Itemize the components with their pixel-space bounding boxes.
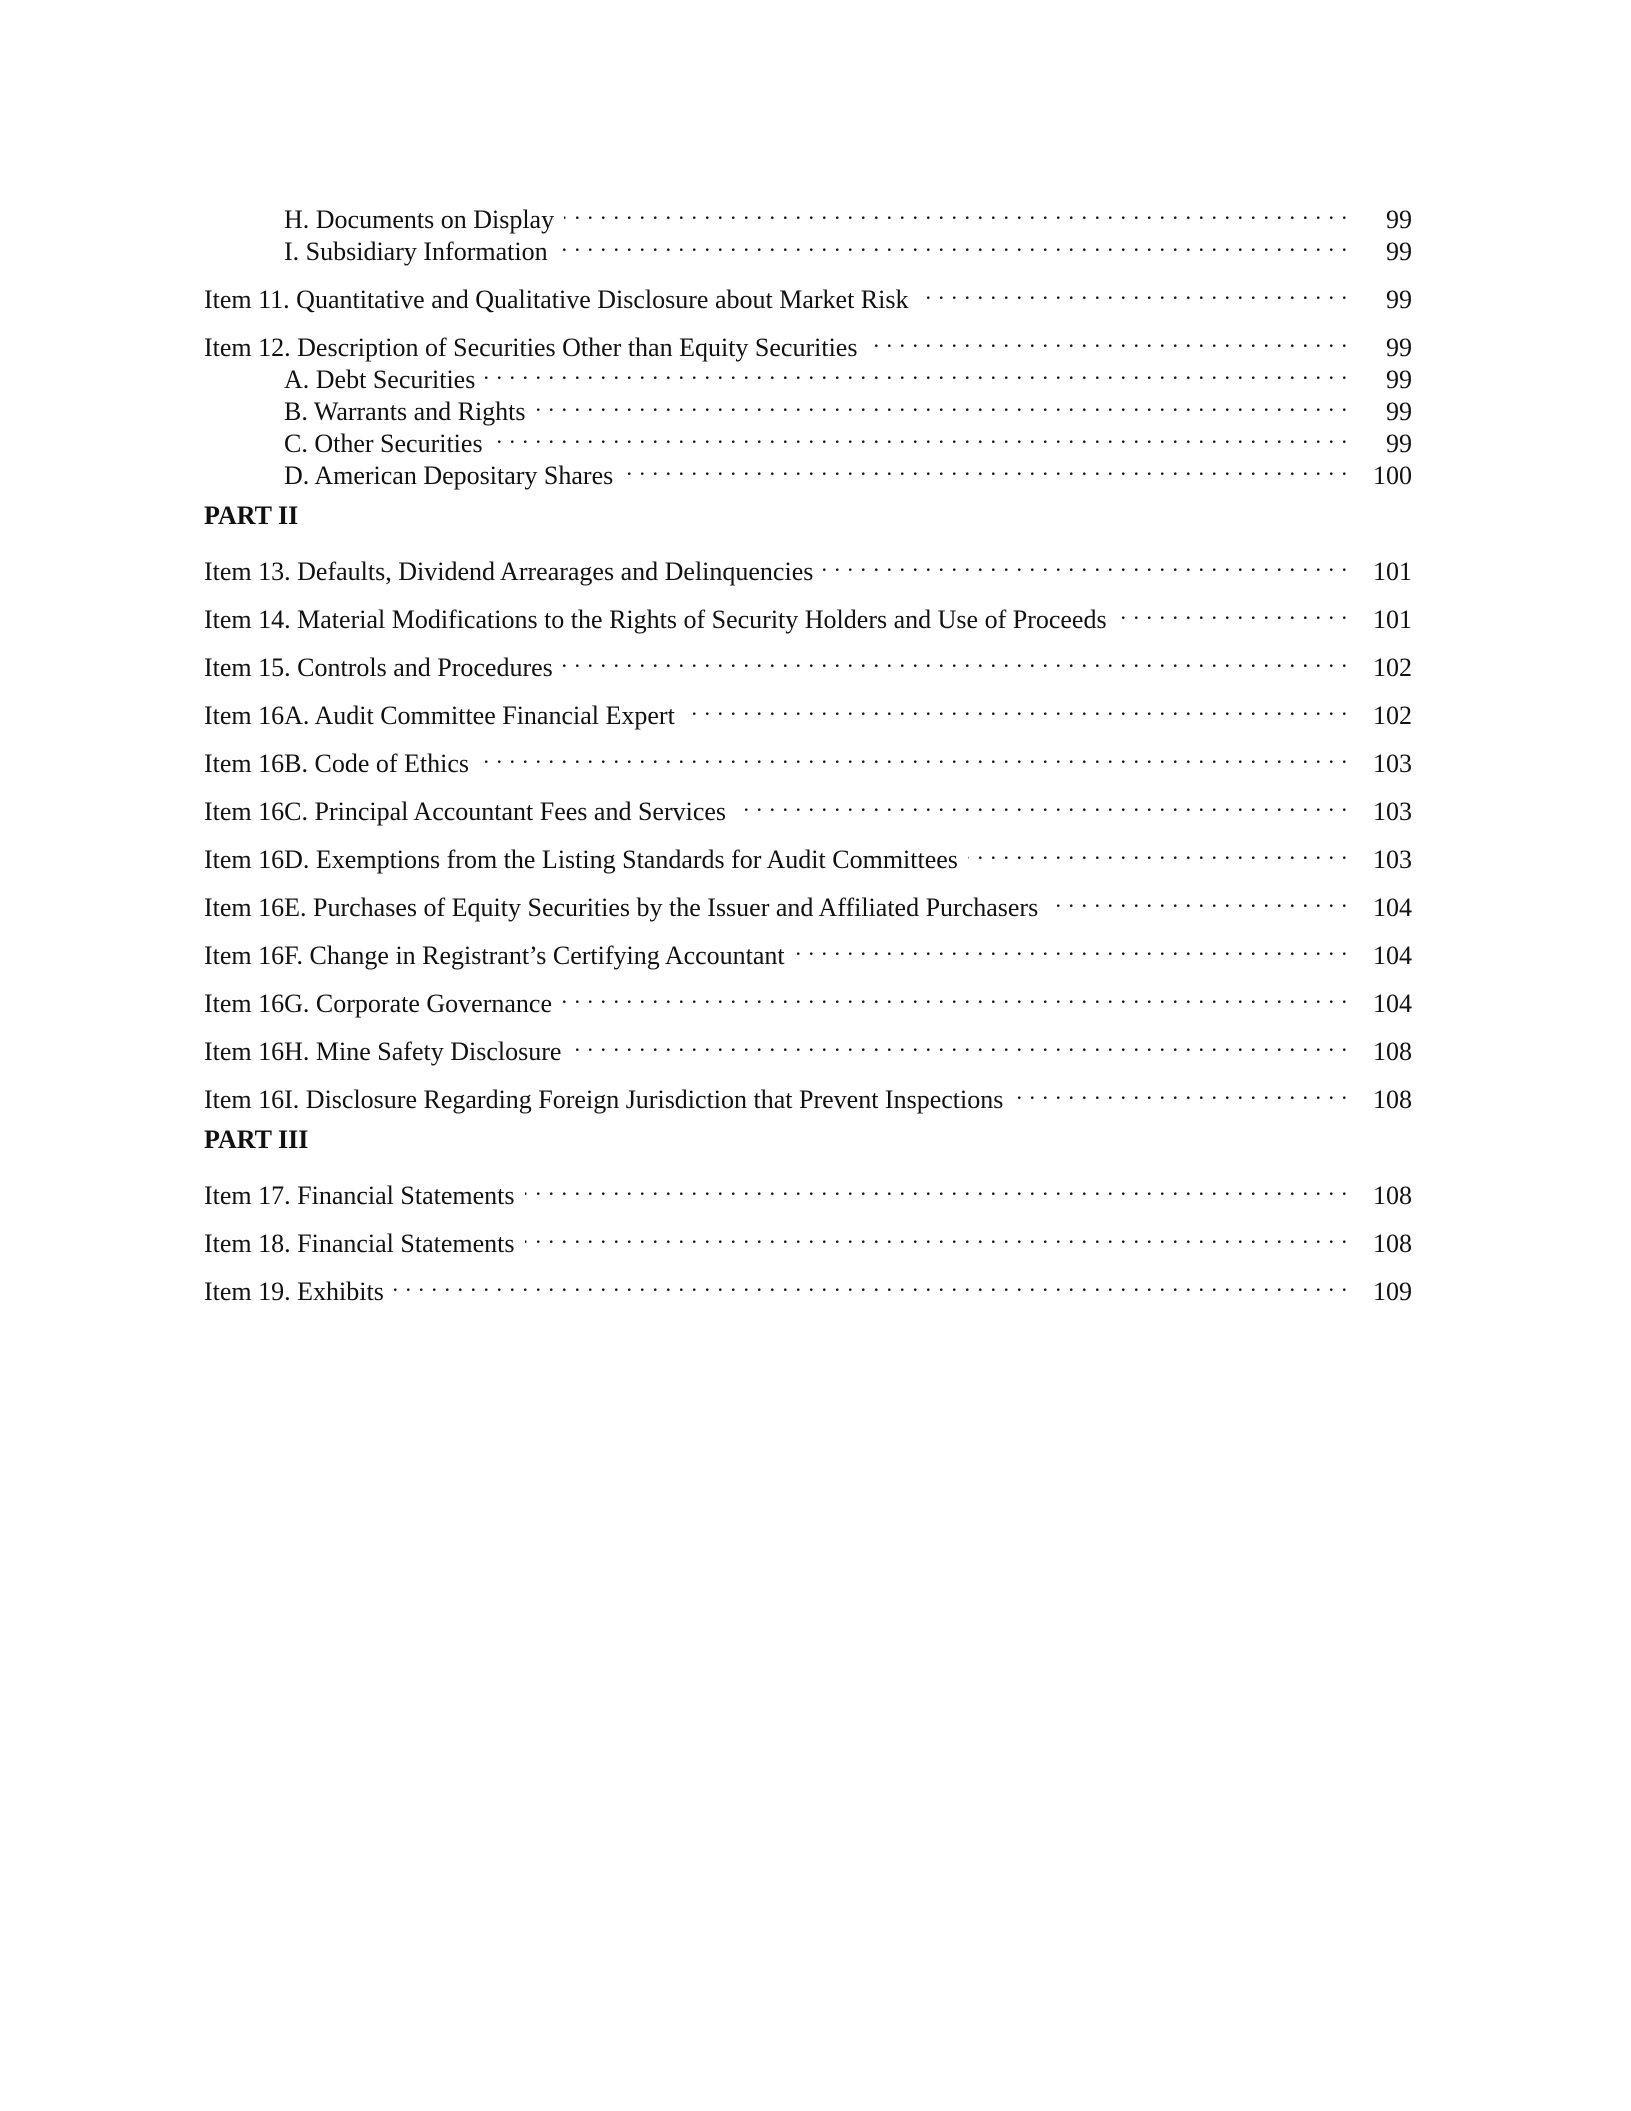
dot-leader	[493, 420, 1348, 452]
toc-entry-label: Item 19. Exhibits	[204, 1277, 384, 1306]
toc-entry-page: 109	[1373, 1277, 1412, 1306]
toc-entry-label: Item 11. Quantitative and Qualitative Disclosure about Market Risk	[204, 285, 909, 314]
toc-entry-label: Item 16D. Exemptions from the Listing Standards for Audit Committees	[204, 845, 958, 874]
dot-leader	[823, 548, 1348, 580]
toc-entry-page: 99	[1386, 429, 1412, 458]
toc-entry-page: 99	[1386, 333, 1412, 362]
toc-entry-page: 99	[1386, 237, 1412, 266]
dot-leader	[736, 788, 1348, 820]
dot-leader	[571, 1028, 1348, 1060]
dot-leader	[525, 1172, 1349, 1204]
dot-leader	[918, 276, 1348, 308]
toc-entry-label: Item 13. Defaults, Dividend Arrearages and Delinquencies	[204, 557, 814, 586]
toc-entry-label: A. Debt Securities	[284, 365, 476, 394]
dot-leader	[485, 356, 1348, 388]
toc-entry-item-12[interactable]	[204, 324, 1412, 362]
toc-entry-label: I. Subsidiary Information	[284, 237, 548, 266]
toc-entry-item-14[interactable]	[204, 596, 1412, 634]
toc-entry-page: 99	[1386, 365, 1412, 394]
toc-entry-page: 102	[1373, 701, 1412, 730]
toc-entry-label: Item 16H. Mine Safety Disclosure	[204, 1037, 562, 1066]
part-heading-iii: PART III	[204, 1125, 309, 1154]
toc-entry-page: 104	[1373, 989, 1412, 1018]
toc-entry-page: 99	[1386, 285, 1412, 314]
toc-entry-label: Item 18. Financial Statements	[204, 1229, 515, 1258]
toc-entry-documents-on-display[interactable]	[204, 196, 1412, 234]
toc-entry-page: 101	[1373, 557, 1412, 586]
dot-leader	[525, 1220, 1349, 1252]
toc-entry-page: 104	[1373, 941, 1412, 970]
toc-entry-item-16c[interactable]	[204, 788, 1412, 826]
toc-entry-item-16d[interactable]	[204, 836, 1412, 874]
toc-entry-item-16a[interactable]	[204, 692, 1412, 730]
dot-leader	[795, 932, 1348, 964]
toc-entry-label: Item 16C. Principal Accountant Fees and Services	[204, 797, 727, 826]
toc-entry-page: 108	[1373, 1085, 1412, 1114]
table-of-contents	[204, 196, 1412, 1306]
toc-entry-label: C. Other Securities	[284, 429, 483, 458]
dot-leader	[563, 644, 1348, 676]
dot-leader	[536, 388, 1348, 420]
part-heading-ii: PART II	[204, 501, 299, 530]
dot-leader	[623, 452, 1348, 484]
toc-entry-item-15[interactable]	[204, 644, 1412, 682]
dot-leader	[558, 228, 1348, 260]
toc-entry-item-18[interactable]	[204, 1220, 1412, 1258]
toc-entry-label: Item 15. Controls and Procedures	[204, 653, 553, 682]
toc-entry-item-11[interactable]	[204, 276, 1412, 314]
dot-leader	[1117, 596, 1348, 628]
toc-entry-label: Item 16A. Audit Committee Financial Expert	[204, 701, 675, 730]
toc-entry-page: 103	[1373, 797, 1412, 826]
toc-entry-page: 108	[1373, 1037, 1412, 1066]
dot-leader	[1013, 1076, 1348, 1108]
toc-entry-page: 101	[1373, 605, 1412, 634]
toc-entry-page: 104	[1373, 893, 1412, 922]
toc-entry-item-16e[interactable]	[204, 884, 1412, 922]
toc-entry-label: Item 16G. Corporate Governance	[204, 989, 552, 1018]
dot-leader	[564, 196, 1348, 228]
dot-leader	[685, 692, 1348, 724]
toc-entry-item-19[interactable]	[204, 1268, 1412, 1306]
toc-entry-label: Item 14. Material Modifications to the Rights of Security Holders and Use of Proceeds	[204, 605, 1107, 634]
toc-entry-item-16b[interactable]	[204, 740, 1412, 778]
toc-entry-label: D. American Depositary Shares	[284, 461, 614, 490]
toc-entry-page: 103	[1373, 749, 1412, 778]
dot-leader	[394, 1268, 1348, 1300]
toc-entry-label: Item 16E. Purchases of Equity Securities by the Issuer and Affiliated Purchasers	[204, 893, 1039, 922]
toc-entry-page: 99	[1386, 205, 1412, 234]
toc-entry-page: 99	[1386, 397, 1412, 426]
toc-entry-page: 108	[1373, 1181, 1412, 1210]
dot-leader	[562, 980, 1348, 1012]
toc-entry-label: H. Documents on Display	[284, 205, 555, 234]
toc-entry-item-17[interactable]	[204, 1172, 1412, 1210]
dot-leader	[867, 324, 1348, 356]
toc-entry-label: B. Warrants and Rights	[284, 397, 526, 426]
toc-entry-label: Item 12. Description of Securities Other than Equity Securities	[204, 333, 858, 362]
toc-entry-item-13[interactable]	[204, 548, 1412, 586]
toc-entry-item-16g[interactable]	[204, 980, 1412, 1018]
toc-entry-page: 103	[1373, 845, 1412, 874]
toc-entry-label: Item 17. Financial Statements	[204, 1181, 515, 1210]
toc-entry-page: 102	[1373, 653, 1412, 682]
dot-leader	[479, 740, 1348, 772]
toc-entry-label: Item 16I. Disclosure Regarding Foreign Jurisdiction that Prevent Inspections	[204, 1085, 1004, 1114]
toc-entry-page: 108	[1373, 1229, 1412, 1258]
dot-leader	[968, 836, 1348, 868]
toc-entry-item-16f[interactable]	[204, 932, 1412, 970]
toc-entry-label: Item 16B. Code of Ethics	[204, 749, 470, 778]
toc-entry-item-16h[interactable]	[204, 1028, 1412, 1066]
toc-entry-page: 100	[1373, 461, 1412, 490]
dot-leader	[1048, 884, 1348, 916]
toc-entry-item-16i[interactable]	[204, 1076, 1412, 1114]
toc-entry-label: Item 16F. Change in Registrant’s Certifying Accountant	[204, 941, 785, 970]
